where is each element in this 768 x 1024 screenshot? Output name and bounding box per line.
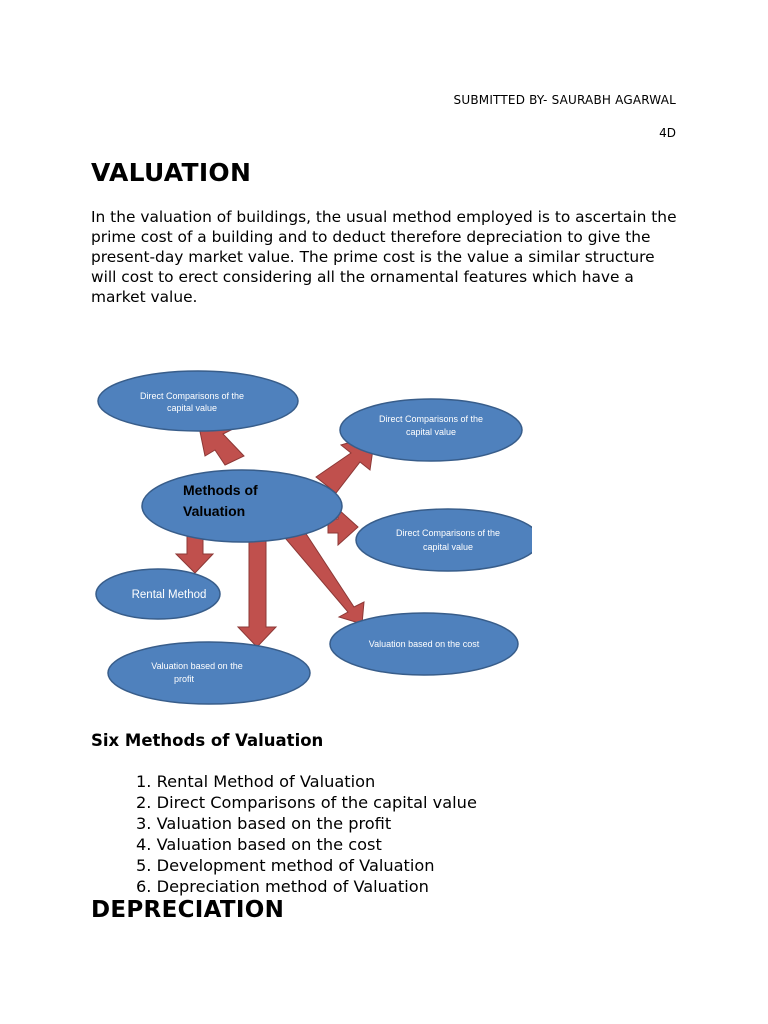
- node-direct-comparisons-top-left: [98, 371, 298, 431]
- list-number: 3.: [136, 814, 152, 833]
- node-direct-comparisons-mid-right: [356, 509, 532, 571]
- list-item: [136, 771, 477, 792]
- valuation-heading: VALUATION: [91, 158, 252, 187]
- list-item: [136, 792, 477, 813]
- node-label: capital value: [166, 403, 218, 413]
- list-item: [136, 834, 477, 855]
- valuation-paragraph: In the valuation of buildings, the usual method employed is to ascertain the prime cost of a building and to deduct therefore depreciation to give the present-day market value. The prime cost is the value a similar structure will cost to erect considering all the ornamental features which have a market value.: [91, 208, 677, 306]
- list-number: 4.: [136, 835, 152, 854]
- node-label: Valuation based on the: [151, 661, 243, 671]
- depreciation-heading: DEPRECIATION: [91, 897, 285, 923]
- list-text: Valuation based on the cost: [156, 835, 382, 854]
- node-label: Rental Method: [131, 589, 207, 601]
- node-label: capital value: [405, 427, 457, 437]
- list-text: Development method of Valuation: [156, 856, 435, 875]
- list-item: [136, 855, 477, 876]
- list-number: 2.: [136, 793, 152, 812]
- methods-diagram: [92, 362, 532, 712]
- list-text: Direct Comparisons of the capital value: [156, 793, 477, 812]
- list-number: 1.: [136, 772, 152, 791]
- methods-list: [136, 771, 477, 897]
- node-label: profit: [173, 674, 195, 684]
- node-label: Valuation based on the cost: [368, 639, 480, 649]
- class-code: 4D: [659, 126, 676, 140]
- methods-heading: Six Methods of Valuation: [91, 731, 324, 750]
- list-item: [136, 876, 477, 897]
- list-text: Valuation based on the profit: [156, 814, 392, 833]
- submitted-by: SUBMITTED BY- SAURABH AGARWAL: [453, 93, 676, 107]
- node-label: Direct Comparisons of the: [139, 391, 245, 401]
- center-label-line1: Methods of: [183, 482, 258, 498]
- list-number: 6.: [136, 877, 152, 896]
- arrow-to-profit: [238, 537, 276, 647]
- node-valuation-profit: [108, 642, 310, 704]
- list-item: [136, 813, 477, 834]
- list-text: Rental Method of Valuation: [156, 772, 376, 791]
- node-label: capital value: [422, 542, 474, 552]
- list-number: 5.: [136, 856, 152, 875]
- node-label: Direct Comparisons of the: [395, 528, 501, 538]
- node-label: Direct Comparisons of the: [378, 414, 484, 424]
- center-label-line2: Valuation: [183, 503, 246, 519]
- list-text: Depreciation method of Valuation: [156, 877, 429, 896]
- arrow-to-rental: [176, 535, 213, 573]
